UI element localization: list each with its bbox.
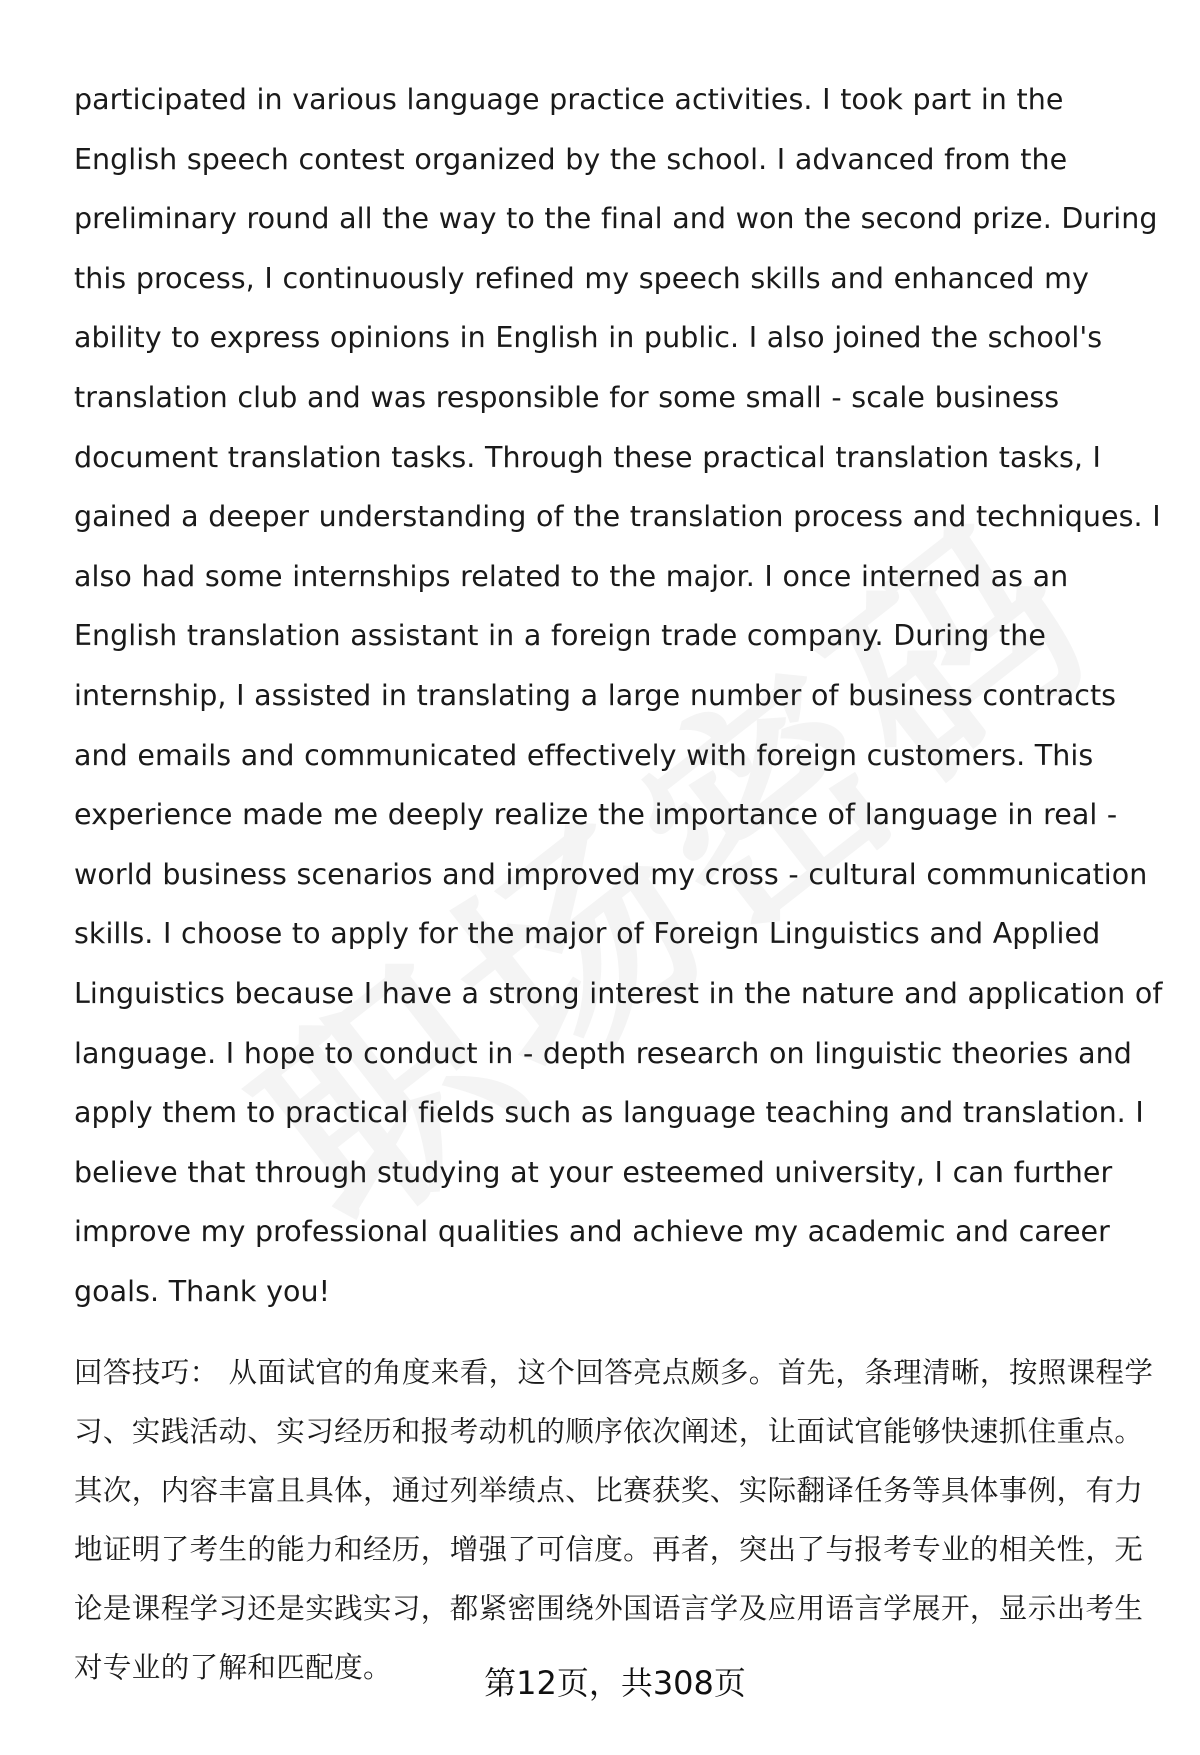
answer-tips: [74, 1343, 1164, 1697]
page-number: 第12页，共308页: [484, 1664, 746, 1702]
answer-tips-text: 从面试官的角度来看，这个回答亮点颇多。首先，条理清晰，按照课程学习、实践活动、实习经历和报考动机的顺序依次阐述，让面试官能够快速抓住重点。其次，内容丰富且具体，通过列举绩点、比赛获奖、实际翻译任务等具体事例，有力地证明了考生的能力和经历，增强了可信度。再者，突出了与报考专业的相关性，无论是课程学习还是实践实习，都紧密围绕外国语言学及应用语言学展开，显示出考生对专业的了解和匹配度。: [74, 1356, 1154, 1685]
answer-tips-label: 回答技巧：: [74, 1356, 219, 1390]
page-content: [74, 70, 1164, 1697]
body-paragraph: participated in various language practice activities. I took part in the English speech contest organized by the school. I advanced from the preliminary round all the way to the final and won the second prize. During this process, I continuously refined my speech skills and enhanced my ability to express opinions in English in public. I also joined the school's translation club and was responsible for some small - scale business document translation tasks. Through these practical translation tasks, I gained a deeper understanding of the translation process and techniques. I also had some internships related to the major. I once interned as an English translation assistant in a foreign trade company. During the internship, I assisted in translating a large number of business contracts and emails and communicated effectively with foreign customers. This experience made me deeply realize the importance of language in real - world business scenarios and improved my cross - cultural communication skills. I choose to apply for the major of Foreign Linguistics and Applied Linguistics because I have a strong interest in the nature and application of language. I hope to conduct in - depth research on linguistic theories and apply them to practical fields such as language teaching and translation. I believe that through studying at your esteemed university, I can further improve my professional qualities and achieve my academic and career goals. Thank you!: [74, 83, 1163, 1308]
